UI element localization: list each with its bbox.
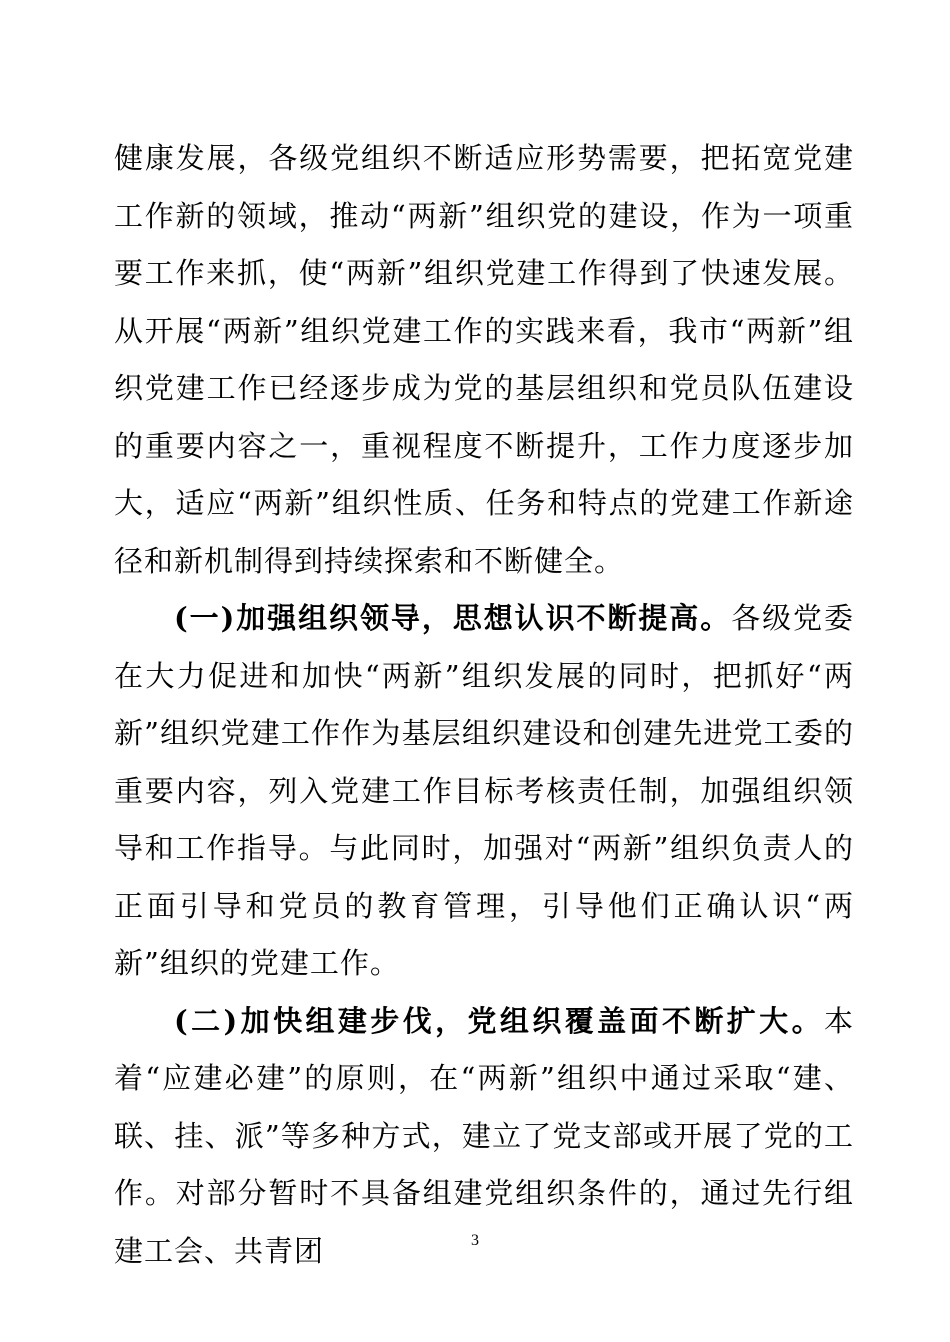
paragraph-section-one <box>114 590 854 993</box>
paragraph-text: 本着“应建必建”的原则，在“两新”组织中通过采取“建、联、挂、派”等多种方式，建立了党支部或开展了党的工作。对部分暂时不具备组建党组织条件的，通过先行组建工会、共青团 <box>114 1003 854 1268</box>
section-heading: (二)加快组建步伐，党组织覆盖面不断扩大。 <box>174 1003 824 1038</box>
document-body <box>114 130 854 1280</box>
page-number: 3 <box>471 1232 479 1249</box>
section-heading: (一)加强组织领导，思想认识不断提高。 <box>174 601 732 635</box>
paragraph-text: 健康发展，各级党组织不断适应形势需要，把拓宽党建工作新的领域，推动“两新”组织党的建设，作为一项重要工作来抓，使“两新”组织党建工作得到了快速发展。从开展“两新”组织党建工作的实践来看，我市“两新”组织党建工作已经逐步成为党的基层组织和党员队伍建设的重要内容之一，重视程度不断提升，工作力度逐步加大，适应“两新”组织性质、任务和特点的党建工作新途径和新机制得到持续探索和不断健全。 <box>114 141 854 578</box>
paragraph-continuation <box>114 130 854 590</box>
paragraph-text: 各级党委在大力促进和加快“两新”组织发展的同时，把抓好“两新”组织党建工作作为基层组织建设和创建先进党工委的重要内容，列入党建工作目标考核责任制，加强组织领导和工作指导。与此同时，加强对“两新”组织负责人的正面引导和党员的教育管理，引导他们正确认识“两新”组织的党建工作。 <box>114 601 854 980</box>
